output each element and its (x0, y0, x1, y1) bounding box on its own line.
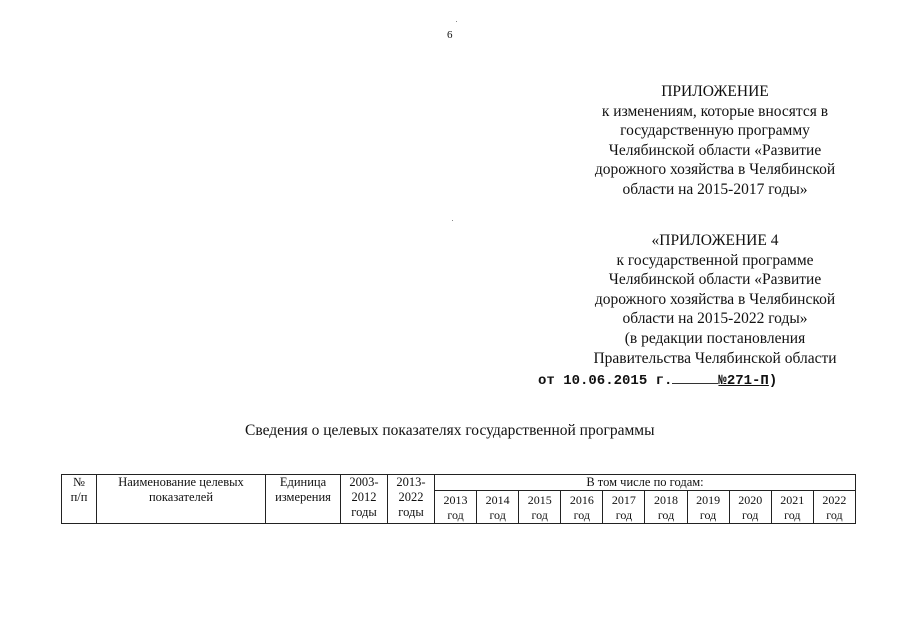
approval-number: №271-П (718, 373, 769, 389)
appendix-line: области на 2015-2022 годы» (622, 310, 808, 328)
indicators-table (61, 474, 856, 524)
blank-line (672, 373, 718, 384)
year-header: 2013 год (435, 491, 477, 524)
header-number: № п/п (62, 475, 97, 524)
approval-date: от 10.06.2015 г. (538, 373, 673, 389)
scan-mark (456, 21, 457, 22)
appendix-title: ПРИЛОЖЕНИЕ (661, 83, 769, 100)
appendix-line: Правительства Челябинской области (593, 349, 837, 367)
appendix-line: Челябинской области «Развитие (608, 271, 822, 289)
header-unit: Единица измерения (266, 475, 341, 524)
year-header: 2015 год (519, 491, 561, 524)
header-period-2003-2012: 2003- 2012 годы (341, 475, 388, 524)
page-number: 6 (447, 29, 453, 41)
appendix-block-program (560, 231, 870, 368)
approval-suffix: ) (768, 373, 778, 389)
year-header: 2014 год (477, 491, 519, 524)
appendix-line: государственную программу (620, 122, 810, 140)
header-period-2013-2022: 2013- 2022 годы (388, 475, 435, 524)
table-header-row (62, 475, 856, 491)
year-header: 2022 год (813, 491, 855, 524)
year-header: 2016 год (561, 491, 603, 524)
appendix-line: области на 2015-2017 годы» (622, 180, 808, 198)
header-indicator-name: Наименование целевых показателей (97, 475, 266, 524)
appendix-line: к изменениям, которые вносятся в (601, 102, 829, 120)
year-header: 2019 год (687, 491, 729, 524)
appendix-line: Челябинской области «Развитие (608, 141, 822, 159)
appendix-title: «ПРИЛОЖЕНИЕ 4 (651, 232, 779, 249)
header-by-years: В том числе по годам: (435, 475, 856, 491)
approval-stamp (538, 373, 777, 389)
scan-mark (452, 220, 453, 221)
appendix-block-amendments (560, 82, 870, 200)
year-header: 2017 год (603, 491, 645, 524)
appendix-line: (в редакции постановления (624, 329, 806, 347)
section-title: Сведения о целевых показателях государственной программы (245, 422, 655, 439)
appendix-line: дорожного хозяйства в Челябинской (594, 290, 836, 308)
year-header: 2018 год (645, 491, 687, 524)
appendix-line: к государственной программе (616, 251, 814, 269)
appendix-line: дорожного хозяйства в Челябинской (594, 161, 836, 179)
year-header: 2020 год (729, 491, 771, 524)
year-header: 2021 год (771, 491, 813, 524)
